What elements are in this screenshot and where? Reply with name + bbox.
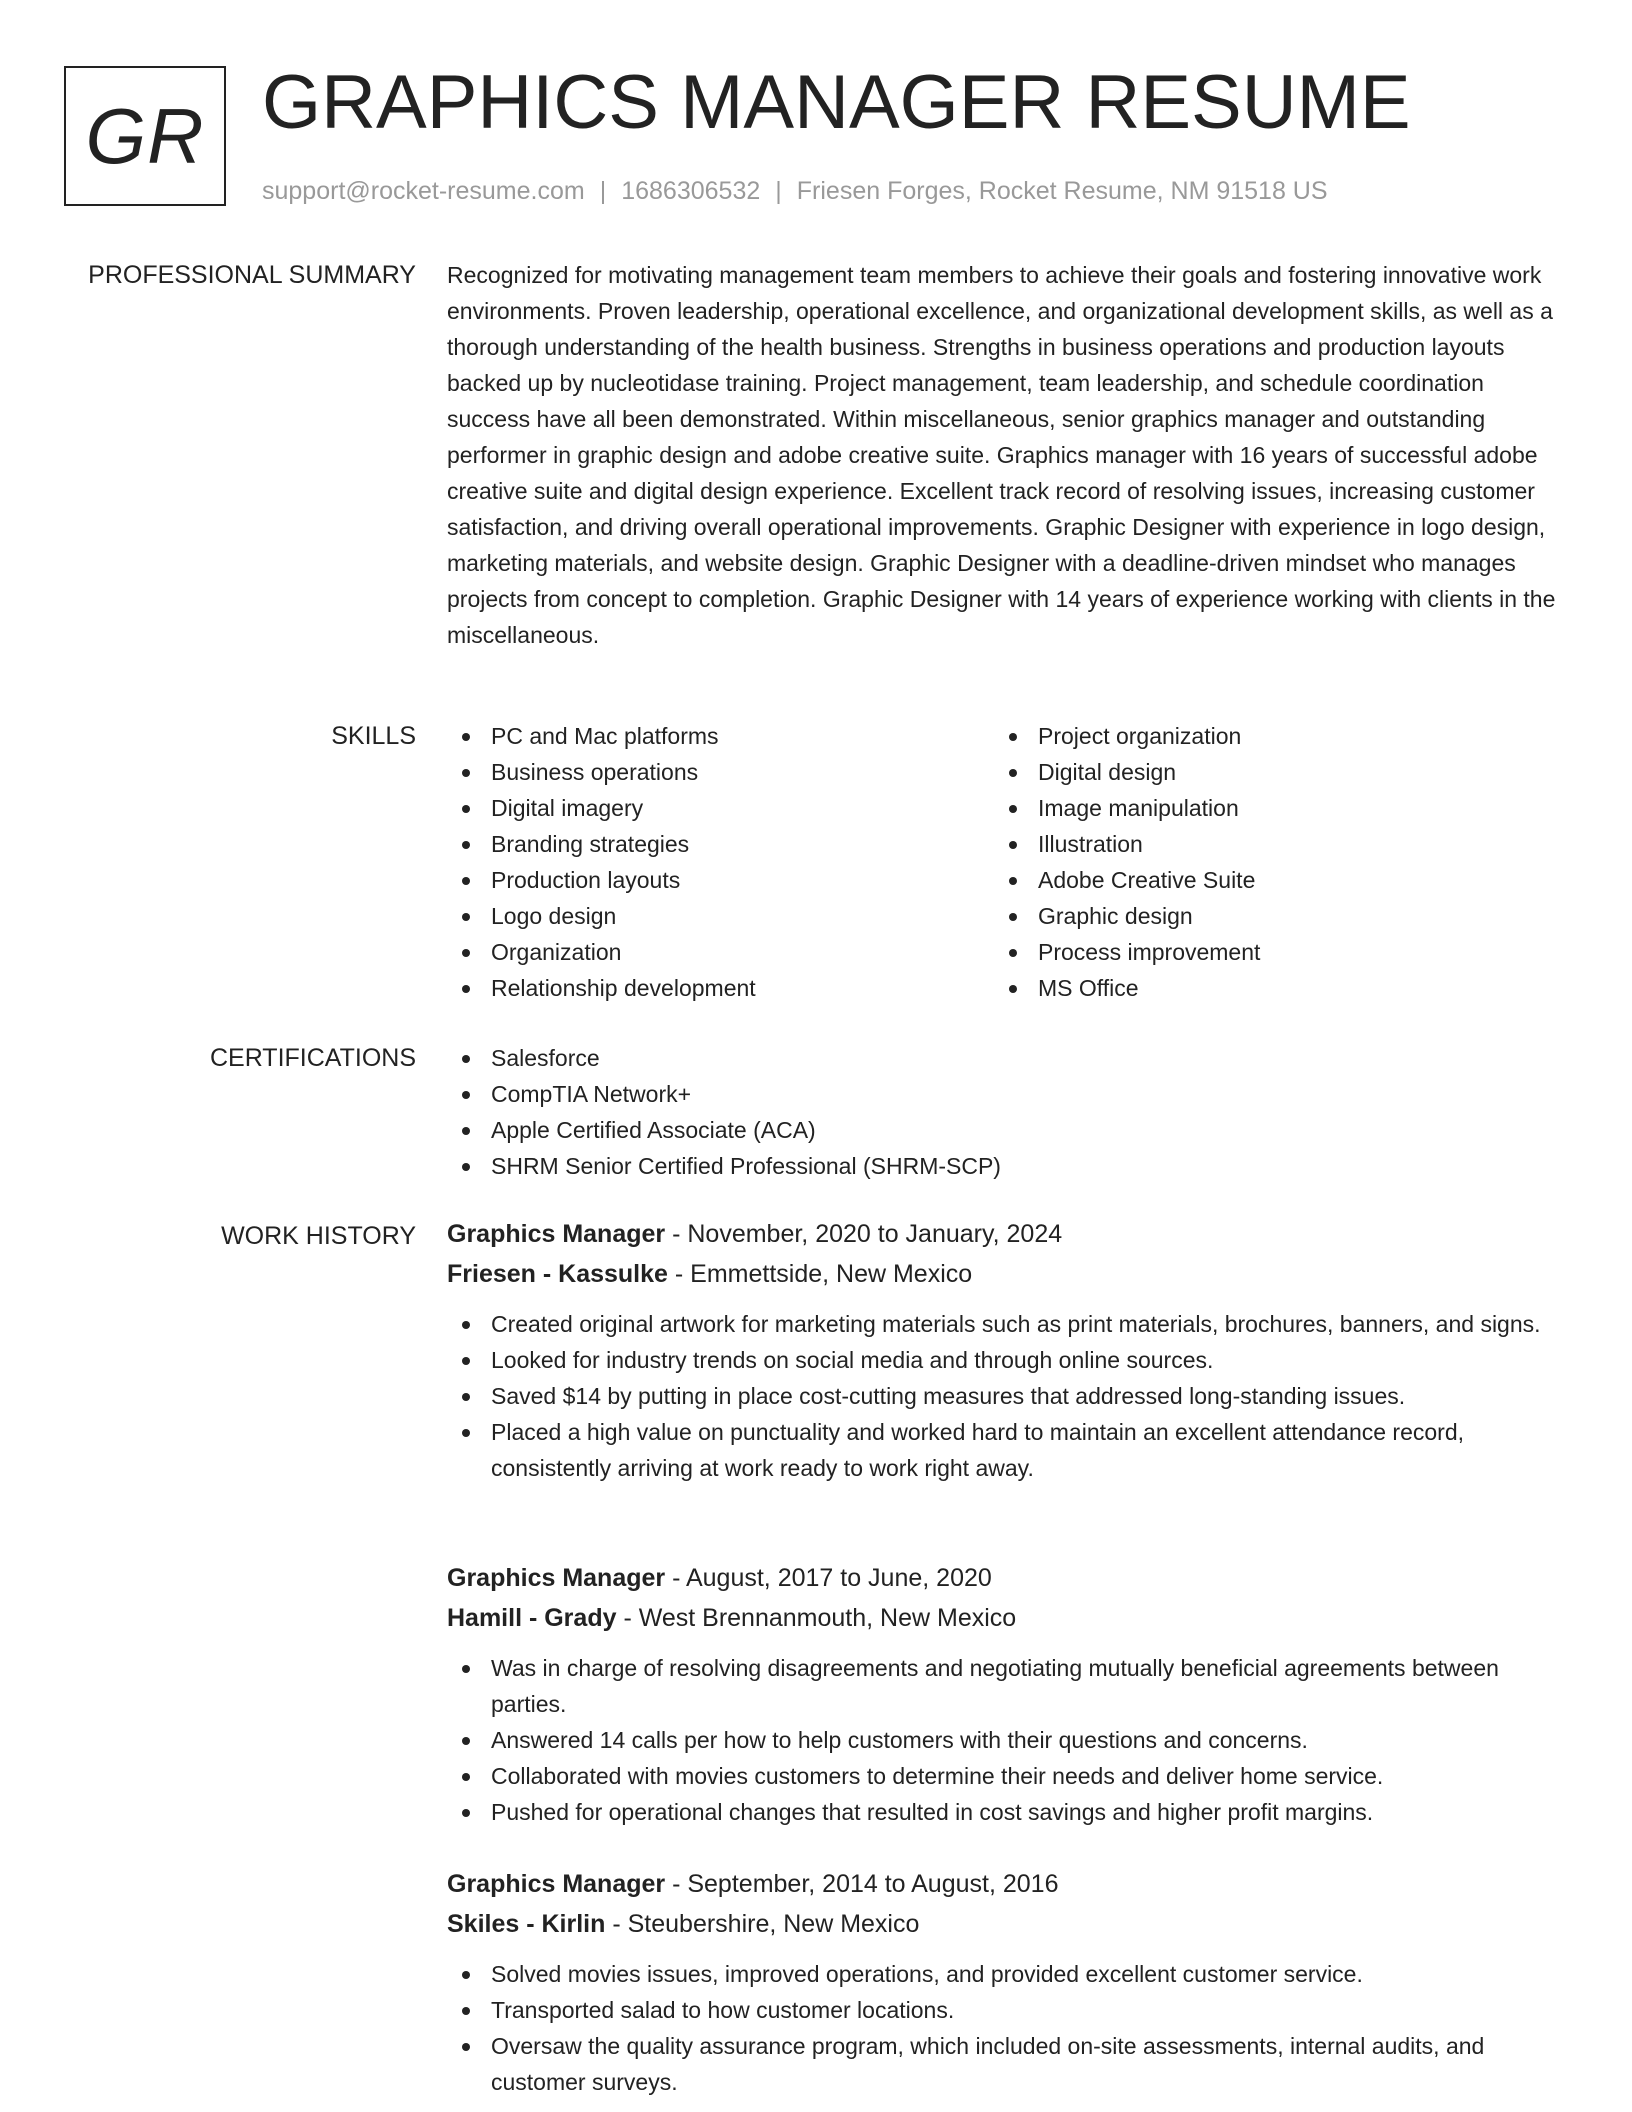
job-duties <box>447 1306 1567 1486</box>
contact-separator: | <box>599 177 607 205</box>
certifications-list <box>447 1040 1567 1184</box>
job-company-line <box>447 1904 1567 1944</box>
job-company-line <box>447 1598 1567 1638</box>
job-duties <box>447 1650 1567 1830</box>
skill-item: Adobe Creative Suite <box>994 862 1534 898</box>
contact-address: Friesen Forges, Rocket Resume, NM 91518 US <box>796 177 1328 205</box>
contact-line <box>262 176 1328 206</box>
skills-list-left <box>447 718 987 1006</box>
job-dates: - November, 2020 to January, 2024 <box>665 1220 1063 1248</box>
job-company: Skiles - Kirlin <box>447 1910 606 1938</box>
job-company: Friesen - Kassulke <box>447 1260 668 1288</box>
contact-separator: | <box>775 177 782 205</box>
certification-item: Apple Certified Associate (ACA) <box>447 1112 1567 1148</box>
job-entry <box>447 1864 1567 2100</box>
skill-item: Production layouts <box>447 862 987 898</box>
certification-item: Salesforce <box>447 1040 1567 1076</box>
job-title-line <box>447 1864 1567 1904</box>
job-duty: Saved $14 by putting in place cost-cutting measures that addressed long-standing issues. <box>447 1378 1567 1414</box>
job-duties <box>447 1956 1567 2100</box>
skills-heading: SKILLS <box>331 722 416 750</box>
job-company-line <box>447 1254 1567 1294</box>
job-duty: Looked for industry trends on social media and through online sources. <box>447 1342 1567 1378</box>
skill-item: Logo design <box>447 898 987 934</box>
contact-phone: 1686306532 <box>621 177 761 205</box>
work-history-heading: WORK HISTORY <box>221 1222 416 1250</box>
certification-item: CompTIA Network+ <box>447 1076 1567 1112</box>
skills-body <box>447 718 1567 1018</box>
skill-item: Digital imagery <box>447 790 987 826</box>
job-dates: - August, 2017 to June, 2020 <box>665 1564 992 1592</box>
skill-item: PC and Mac platforms <box>447 718 987 754</box>
certifications-body <box>447 1040 1567 1184</box>
skill-item: MS Office <box>994 970 1534 1006</box>
job-duty: Pushed for operational changes that resulted in cost savings and higher profit margins. <box>447 1794 1567 1830</box>
skill-item: Relationship development <box>447 970 987 1006</box>
skill-item: Business operations <box>447 754 987 790</box>
summary-heading: PROFESSIONAL SUMMARY <box>88 261 416 289</box>
skill-item: Branding strategies <box>447 826 987 862</box>
job-dates: - September, 2014 to August, 2016 <box>665 1870 1059 1898</box>
summary-body <box>447 257 1567 653</box>
job-company: Hamill - Grady <box>447 1604 617 1632</box>
summary-text: Recognized for motivating management team members to achieve their goals and fostering innovative work environments. Proven leadership, operational excellence, and organizational development skills, as well as a thorough understanding of the health business. Strengths in business operations and production layouts backed up by nucleotidase training. Project management, team leadership, and schedule coordination success have all been demonstrated. Within miscellaneous, senior graphics manager and outstanding performer in graphic design and adobe creative suite. Graphics manager with 16 years of successful adobe creative suite and digital design experience. Excellent track record of resolving issues, increasing customer satisfaction, and driving overall operational improvements. Graphic Designer with experience in logo design, marketing materials, and website design. Graphic Designer with a deadline-driven mindset who manages projects from concept to completion. Graphic Designer with 14 years of experience working with clients in the miscellaneous. <box>447 262 1556 648</box>
skill-item: Organization <box>447 934 987 970</box>
job-entry <box>447 1558 1567 1830</box>
job-duty: Solved movies issues, improved operations, and provided excellent customer service. <box>447 1956 1567 1992</box>
skill-item: Graphic design <box>994 898 1534 934</box>
skills-list-right <box>994 718 1534 1006</box>
job-duty: Answered 14 calls per how to help customers with their questions and concerns. <box>447 1722 1567 1758</box>
skill-item: Illustration <box>994 826 1534 862</box>
job-location: - Steubershire, New Mexico <box>605 1910 920 1938</box>
job-location: - West Brennanmouth, New Mexico <box>616 1604 1017 1632</box>
job-title: Graphics Manager <box>447 1564 666 1592</box>
job-location: - Emmettside, New Mexico <box>667 1260 973 1288</box>
skill-item: Image manipulation <box>994 790 1534 826</box>
job-duty: Was in charge of resolving disagreements and negotiating mutually beneficial agreements between parties. <box>447 1650 1567 1722</box>
job-duty: Transported salad to how customer locations. <box>447 1992 1567 2028</box>
contact-email: support@rocket-resume.com <box>262 177 585 205</box>
skill-item: Digital design <box>994 754 1534 790</box>
skill-item: Process improvement <box>994 934 1534 970</box>
job-title-line <box>447 1558 1567 1598</box>
monogram-logo: GR <box>64 66 226 206</box>
job-duty: Collaborated with movies customers to determine their needs and deliver home service. <box>447 1758 1567 1794</box>
certification-item: SHRM Senior Certified Professional (SHRM-SCP) <box>447 1148 1567 1184</box>
skill-item: Project organization <box>994 718 1534 754</box>
page-title: GRAPHICS MANAGER RESUME <box>262 60 1411 145</box>
job-title: Graphics Manager <box>447 1870 666 1898</box>
job-title-line <box>447 1214 1567 1254</box>
job-duty: Created original artwork for marketing materials such as print materials, brochures, banners, and signs. <box>447 1306 1567 1342</box>
certifications-heading: CERTIFICATIONS <box>209 1044 416 1072</box>
job-duty: Oversaw the quality assurance program, which included on-site assessments, internal audits, and customer surveys. <box>447 2028 1567 2100</box>
job-entry <box>447 1214 1567 1486</box>
job-duty: Placed a high value on punctuality and worked hard to maintain an excellent attendance record, consistently arriving at work ready to work right away. <box>447 1414 1567 1486</box>
job-title: Graphics Manager <box>447 1220 666 1248</box>
